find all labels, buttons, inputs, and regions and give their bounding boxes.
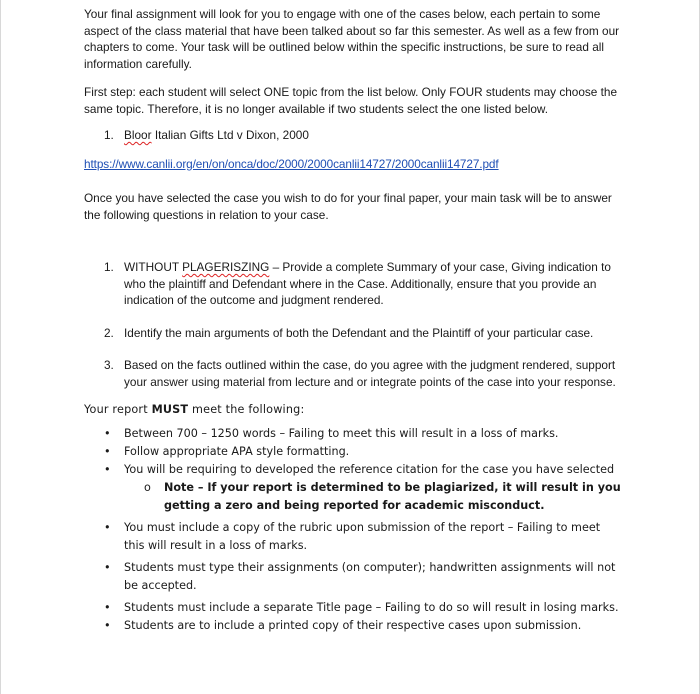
first-step-paragraph: First step: each student will select ONE topic from the list below. Only FOUR students may choose the same topic. Therefore, it is no longer available if two students select the one listed below. [84,85,618,116]
requirement-text: Between 700 – 1250 words – Failing to meet this will result in a loss of marks. [124,426,559,440]
requirement-item [84,519,624,555]
question-item [84,357,624,390]
question-text: Identify the main arguments of both the Defendant and the Plaintiff of your particular case. [124,325,594,340]
question-text: – Provide a complete Summary of your case, Giving indication to who the plaintiff and Defendant where in the Case. Additionally, ensure that you provide an indication of the outcome and judgment rendered. [124,260,611,307]
note-item [84,479,624,515]
requirement-item [84,559,624,595]
page-edge-left [0,0,1,694]
question-number: 1. [104,260,114,274]
topic-number: 1. [104,128,114,142]
bullet-icon: • [104,600,111,614]
questions-list [84,259,624,390]
question-prefix: WITHOUT [124,260,183,274]
requirement-item [84,599,624,617]
topic-misspelled-word: Bloor [124,128,152,142]
report-head-bold: MUST [151,403,189,416]
bullet-icon: • [104,618,111,632]
once-selected-paragraph: Once you have selected the case you wish to do for your final paper, your main task will be to answer the following questions in relation to your case. [84,191,612,222]
topic-item [84,127,624,144]
topic-text: Italian Gifts Ltd v Dixon, 2000 [151,128,309,142]
bullet-icon: • [104,462,111,476]
requirement-item [84,617,624,635]
requirement-text: Students must type their assignments (on computer); handwritten assignments will not be accepted. [124,560,616,592]
requirements-list [84,425,624,635]
question-item [84,325,624,342]
circle-bullet-icon: o [144,480,151,494]
question-item [84,259,624,309]
question-number: 2. [104,325,114,340]
requirement-text: Students are to include a printed copy of their respective cases upon submission. [124,618,582,632]
requirement-text: You will be requiring to developed the reference citation for the case you have selected [124,462,615,476]
question-text: Based on the facts outlined within the case, do you agree with the judgment rendered, support your answer using material from lecture and or integrate points of the case into your response. [124,358,616,389]
bullet-icon: • [104,520,111,534]
report-head-pre: Your report [84,403,152,416]
report-head-post: meet the following: [188,403,305,416]
case-link[interactable]: https://www.canlii.org/en/on/onca/doc/2000/2000canlii14727/2000canlii14727.pdf [84,156,499,171]
question-number: 3. [104,358,114,372]
intro-paragraph: Your final assignment will look for you to engage with one of the cases below, each pertain to some aspect of the class material that have been talked about so far this semester. As well as a few from our chapters to come. Your task will be outlined below within the specific instructions, be sure to read all information carefully. [84,7,620,71]
document-page [84,6,624,635]
bullet-icon: • [104,426,111,440]
requirement-item [84,425,624,443]
requirement-item [84,461,624,479]
bullet-icon: • [104,444,111,458]
requirement-text: Students must include a separate Title page – Failing to do so will result in losing marks. [124,600,619,614]
note-text: Note – If your report is determined to be plagiarized, it will result in you getting a zero and being reported for academic misconduct. [164,480,621,512]
requirement-text: Follow appropriate APA style formatting. [124,444,350,458]
requirement-item [84,443,624,461]
requirement-text: You must include a copy of the rubric upon submission of the report – Failing to meet this will result in a loss of marks. [124,520,601,552]
report-requirements-heading [84,402,624,419]
bullet-icon: • [104,560,111,574]
question-misspelled-word: PLAGERISZING [182,260,270,274]
